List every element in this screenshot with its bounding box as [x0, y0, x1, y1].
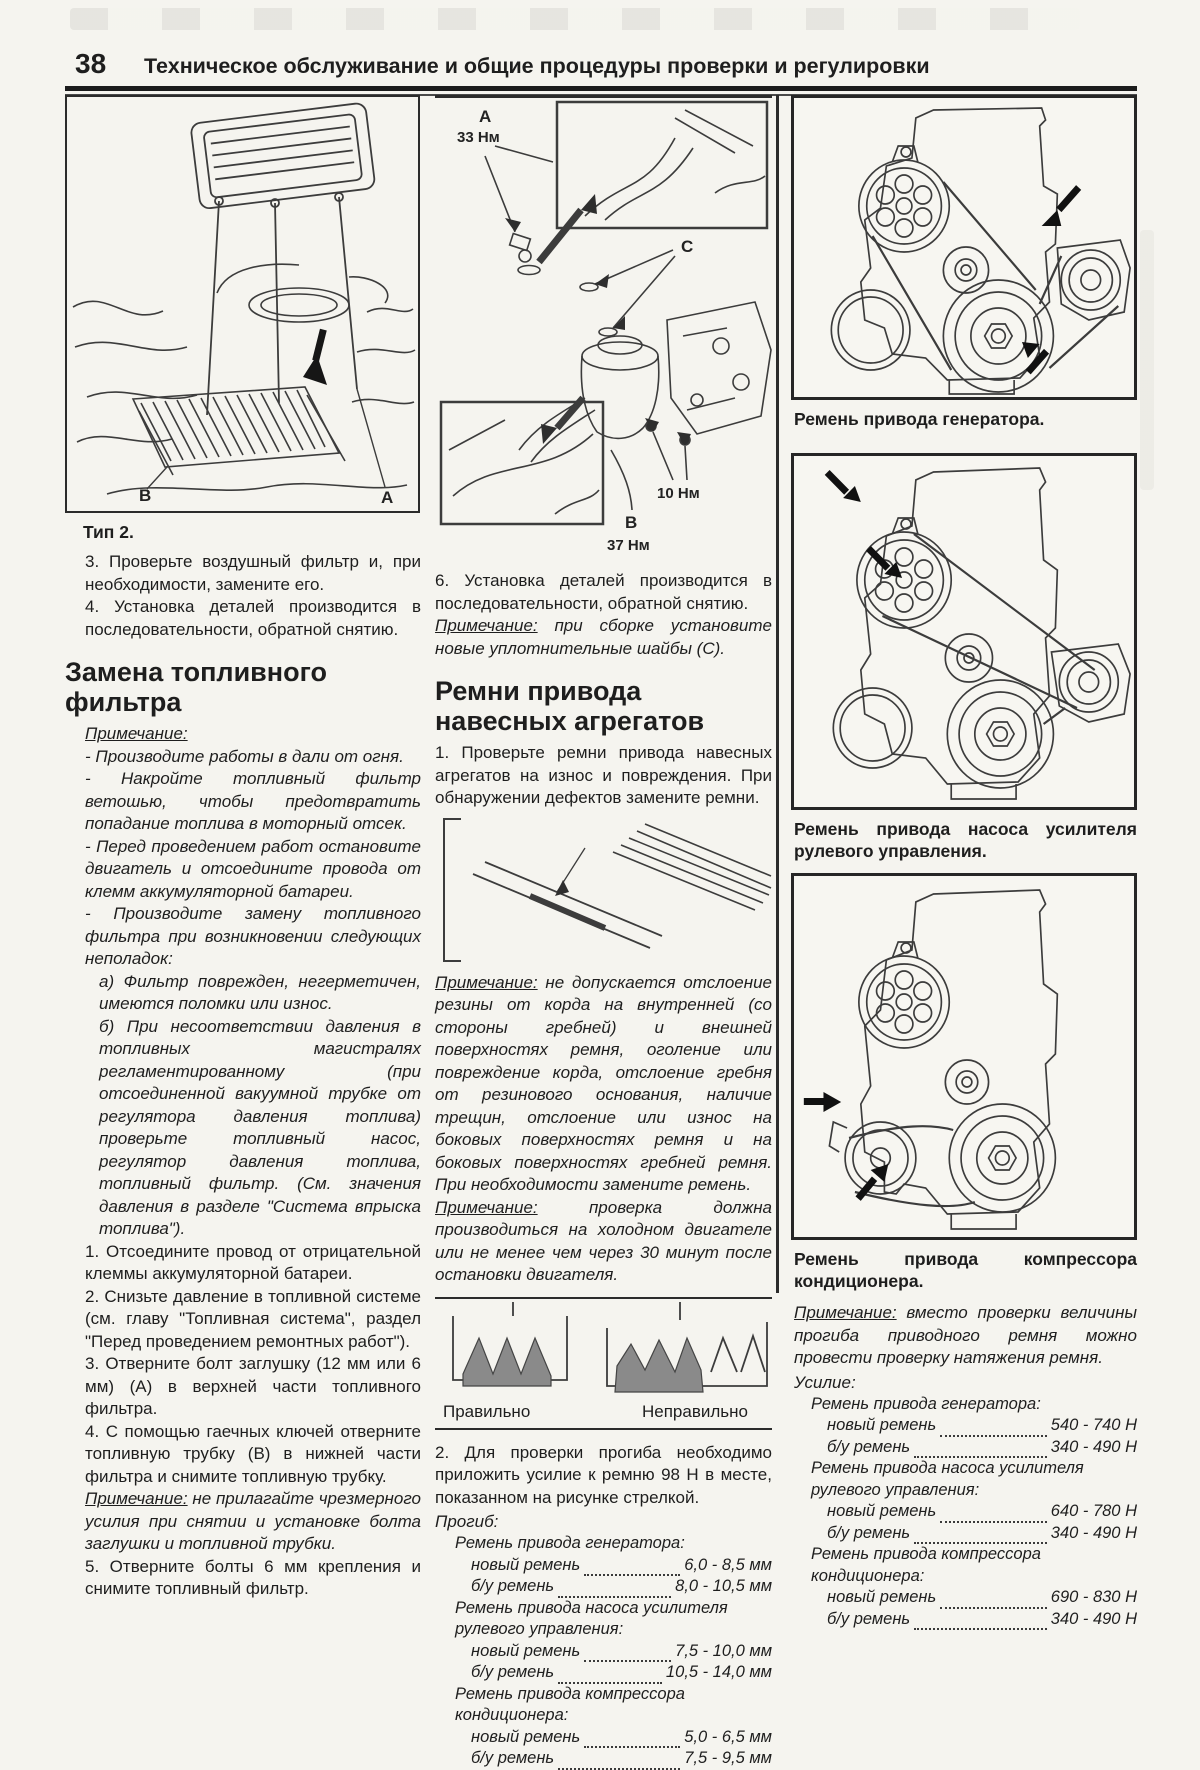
- tension-heading: Усилие:: [794, 1372, 856, 1392]
- figure-label-a: A: [381, 488, 394, 507]
- spec-row: [827, 1609, 1137, 1631]
- note-cold-engine: [435, 1197, 772, 1287]
- step-item-5: 5. Отверните болты 6 мм крепления и снимите топливный фильтр.: [85, 1556, 421, 1598]
- step-item-1: 1. Отсоедините провод от отрицательной клеммы аккумуляторной батареи.: [85, 1241, 421, 1283]
- note-label: Примечание:: [85, 1489, 188, 1508]
- spec-value: 7,5 - 10,0 мм: [675, 1641, 772, 1660]
- spec-value: 10,5 - 14,0 мм: [665, 1663, 772, 1681]
- note-item: - Перед проведением работ остановите двигатель и отсоедините провода от клемм аккумуляторной батареи.: [85, 836, 421, 901]
- figure-label-b: B: [139, 486, 152, 505]
- note-belt-condition: [435, 972, 772, 1197]
- dot-leader: [558, 1581, 671, 1598]
- spec-value: 7,5 - 9,5 мм: [684, 1749, 772, 1767]
- dot-leader: [558, 1667, 662, 1684]
- dot-leader: [584, 1559, 680, 1576]
- label-incorrect: Неправильно: [642, 1401, 748, 1421]
- figure-fuel-filter: [435, 95, 772, 556]
- caption-ps-pump-belt: Ремень привода насоса усилителя рулевого управления.: [794, 819, 1137, 861]
- arrow-icon: [303, 329, 327, 385]
- oil-pan: [951, 1214, 1016, 1229]
- engine-outline: [861, 108, 1058, 380]
- belt-wear-figure-svg: [435, 816, 772, 964]
- spec-value: 5,0 - 6,5 мм: [684, 1727, 772, 1746]
- dot-leader: [940, 1506, 1047, 1523]
- spec-value: 340 - 490 Н: [1050, 1437, 1137, 1456]
- column-separator: [776, 95, 779, 1293]
- spec-row: [471, 1662, 772, 1684]
- spec-value: 690 - 830 Н: [1050, 1588, 1137, 1606]
- mounting-pins: [207, 193, 357, 415]
- spec-label: б/у ремень: [827, 1523, 911, 1542]
- air-filter-figure-svg: [67, 97, 418, 511]
- spec-row: [471, 1748, 772, 1770]
- arrow-icon: [804, 1092, 889, 1201]
- note-tension-alt: [794, 1302, 1137, 1370]
- bracket: [444, 819, 461, 961]
- air-filter-lid: [190, 102, 375, 209]
- torque-label-b: 37 Нм: [607, 537, 650, 554]
- ps-pump-belt-figure-svg: [794, 456, 1134, 807]
- spec-group-name: Ремень привода компрессора кондиционера:: [455, 1684, 685, 1724]
- spec-row: [827, 1415, 1137, 1437]
- spec-value: 340 - 490 Н: [1050, 1609, 1137, 1628]
- idler-pulley: [943, 247, 988, 293]
- note-heading: [85, 723, 421, 746]
- incorrect-profile-teeth: [615, 1338, 703, 1392]
- note-label: Примечание:: [435, 972, 538, 992]
- fuel-filter-figure-svg: [435, 98, 772, 556]
- para-belt-check-1: 1. Проверьте ремни привода навесных агрегатов на износ и повреждения. При обнаружении дефектов замените ремни.: [435, 743, 772, 807]
- idler-pulley: [945, 1060, 988, 1104]
- figure-generator-belt: [791, 95, 1137, 400]
- spec-label: новый ремень: [827, 1588, 937, 1606]
- crank-pulley: [947, 680, 1053, 788]
- figure-label-a: A: [479, 107, 492, 126]
- spec-row: [827, 1523, 1137, 1545]
- spec-label: новый ремень: [471, 1555, 581, 1574]
- spec-row: [471, 1641, 772, 1663]
- note-item: - Накройте топливный фильтр ветошью, чтобы предотвратить попадание топлива в моторный отсек.: [85, 769, 421, 833]
- figure-label-b: B: [625, 513, 638, 532]
- fuel-filter-drawing: [441, 102, 771, 524]
- para-air-step-4: 4. Установка деталей производится в последовательности, обратной снятию.: [85, 597, 421, 639]
- generator-belt-figure-svg: [794, 98, 1134, 397]
- dot-leader: [940, 1592, 1047, 1609]
- header-rule: [65, 86, 1137, 91]
- spec-row: [471, 1727, 772, 1749]
- crank-pulley: [949, 1104, 1055, 1212]
- figure-ps-pump-belt: [791, 453, 1137, 810]
- engine-bay-lines: [73, 301, 415, 494]
- water-pump-pulley: [833, 688, 912, 768]
- spec-group-name: Ремень привода насоса усилителя рулевого управления:: [455, 1598, 728, 1638]
- arrowheads: [505, 194, 694, 446]
- correct-profile-teeth: [463, 1338, 551, 1386]
- spec-label: новый ремень: [471, 1641, 581, 1660]
- spec-label: новый ремень: [827, 1416, 937, 1434]
- spec-value: 540 - 740 Н: [1050, 1416, 1137, 1434]
- ac-compressor-belt-figure-svg: [794, 876, 1134, 1237]
- step-item-2: 2. Снизьте давление в топливной системе (см. главу "Топливная система", раздел "Перед проведением ремонтных работ").: [85, 1286, 421, 1351]
- profile-labels: [435, 1402, 772, 1426]
- torque-label-10: 10 Нм: [657, 485, 700, 502]
- spec-label: б/у ремень: [471, 1749, 555, 1767]
- spec-row: [827, 1501, 1137, 1523]
- figure-belt-wear: [435, 816, 772, 964]
- spec-row: [827, 1587, 1137, 1609]
- spec-group-name: Ремень привода компрессора кондиционера:: [811, 1545, 1041, 1585]
- note-text: не прилагайте чрезмерного усилия при снятии и установке болта заглушки и топливной трубки.: [85, 1489, 421, 1553]
- figure-belt-profile: [435, 1297, 772, 1430]
- spec-label: новый ремень: [471, 1727, 581, 1746]
- spec-row: [827, 1437, 1137, 1459]
- column-left: [65, 95, 421, 1601]
- flat-belt: [473, 848, 662, 948]
- spec-label: б/у ремень: [471, 1577, 555, 1595]
- scan-smudge-top: [70, 8, 1080, 30]
- spec-value: 340 - 490 Н: [1050, 1523, 1137, 1542]
- note-text: вместо проверки величины прогиба приводного ремня можно провести проверку натяжения ремня.: [794, 1303, 1137, 1367]
- note-label: Примечание:: [85, 724, 188, 743]
- spec-value: 6,0 - 8,5 мм: [684, 1555, 772, 1574]
- heading-fuel-filter: Замена топливного фильтра: [65, 657, 327, 717]
- scan-smudge-right: [1140, 230, 1154, 490]
- step-item-4: 4. С помощью гаечных ключей отверните топливную трубку (В) в нижней части фильтра и снимите топливную трубку.: [85, 1421, 421, 1486]
- spec-label: б/у ремень: [471, 1663, 555, 1681]
- note-subitem-a: а) Фильтр поврежден, негерметичен, имеются поломки или износ.: [99, 971, 421, 1013]
- step-item-3: 3. Отверните болт заглушку (12 мм или 6 мм) (А) в верхней части топливного фильтра.: [85, 1354, 421, 1418]
- oil-pan: [951, 784, 1016, 799]
- spec-value: 8,0 - 10,5 мм: [675, 1577, 772, 1595]
- note-caution: [85, 1488, 421, 1556]
- note-item: - Производите работы в дали от огня.: [85, 746, 404, 766]
- dot-leader: [940, 1420, 1047, 1437]
- deflection-heading: Прогиб:: [435, 1512, 499, 1531]
- engine-outline: [861, 890, 1058, 1214]
- heading-drive-belts: Ремни привода навесных агрегатов: [435, 676, 705, 736]
- caption-type-2: Тип 2.: [83, 522, 134, 542]
- cam-pulley: [859, 146, 949, 252]
- caption-generator-belt: Ремень привода генератора.: [794, 409, 1045, 429]
- column-middle: [435, 95, 772, 1770]
- note-item: - Производите замену топливного фильтра при возникновении следующих неполадок:: [85, 904, 421, 968]
- para-air-step-3: 3. Проверьте воздушный фильтр и, при необходимости, замените его.: [85, 552, 421, 594]
- page-number: 38: [75, 48, 107, 79]
- spec-group-name: Ремень привода генератора:: [811, 1394, 1041, 1413]
- spec-label: новый ремень: [827, 1502, 937, 1520]
- dot-leader: [584, 1731, 680, 1748]
- dot-leader: [584, 1645, 671, 1662]
- caption-ac-compressor-belt: Ремень привода компрессора кондиционера.: [794, 1249, 1137, 1291]
- housing-opening: [217, 264, 388, 322]
- para-install-6: 6. Установка деталей производится в последовательности, обратной снятию.: [435, 571, 772, 613]
- spec-row: [471, 1555, 772, 1577]
- belt-profile-figure-svg: [435, 1302, 772, 1402]
- dot-leader: [914, 1527, 1047, 1544]
- note-label: Примечание:: [435, 1197, 538, 1217]
- spec-label: б/у ремень: [827, 1609, 911, 1628]
- dot-leader: [558, 1753, 680, 1770]
- dot-leader: [914, 1613, 1047, 1630]
- filter-element: [133, 387, 345, 475]
- water-pump-pulley: [831, 290, 910, 370]
- note-subitem-b: б) При несоответствии давления в топливных магистралях регламентированному (при отсоединенной вакуумной трубке от регулятора давления топлива) проверьте топливный насос, регулятор давления топлива, топливный фильтр. (См. значения давления в разделе "Система впрыска топлива").: [99, 1016, 421, 1238]
- note-label: Примечание:: [794, 1303, 897, 1322]
- belt: [849, 1126, 975, 1206]
- torque-label-a: 33 Нм: [457, 129, 500, 146]
- note-label: Примечание:: [435, 616, 538, 635]
- ribbed-belt: [613, 824, 771, 910]
- page-title: Техническое обслуживание и общие процедуры проверки и регулировки: [144, 54, 930, 78]
- label-correct: Правильно: [443, 1401, 531, 1421]
- spec-row: [471, 1576, 772, 1598]
- spec-group-name: Ремень привода генератора:: [455, 1534, 685, 1552]
- para-deflection-2: 2. Для проверки прогиба необходимо приложить усилие к ремню 98 Н в месте, показанном на рисунке стрелкой.: [435, 1442, 772, 1507]
- cam-pulley: [857, 518, 951, 628]
- note-text: проверка должна производиться на холодном двигателе или не менее чем через 30 минут после остановки двигателя.: [435, 1197, 772, 1284]
- spec-value: 640 - 780 Н: [1050, 1502, 1137, 1520]
- column-right: [791, 95, 1137, 1630]
- note-text: при сборке установите новые уплотнительные шайбы (С).: [435, 616, 772, 658]
- figure-air-filter: [65, 95, 420, 513]
- figure-ac-compressor-belt: [791, 873, 1137, 1240]
- figure-label-c: C: [681, 237, 694, 256]
- spec-group-name: Ремень привода насоса усилителя рулевого управления:: [811, 1459, 1084, 1499]
- arrowhead: [555, 880, 569, 896]
- dot-leader: [914, 1441, 1047, 1458]
- generator-pulley: [1057, 240, 1130, 320]
- cam-pulley: [859, 942, 949, 1048]
- note-text: не допускается отслоение резины от корда на внутренней (со стороны гребней) и внешней поверхностях ремня, оголение или повреждение корда, отслоение гребня от резинового основания, наличие трещин, отслоение или износ на боковых поверхностях ремня и на боковых поверхностях гребней ремня. При необходимости замените ремень.: [435, 972, 772, 1194]
- note-washers: [435, 615, 772, 660]
- spec-label: б/у ремень: [827, 1437, 911, 1456]
